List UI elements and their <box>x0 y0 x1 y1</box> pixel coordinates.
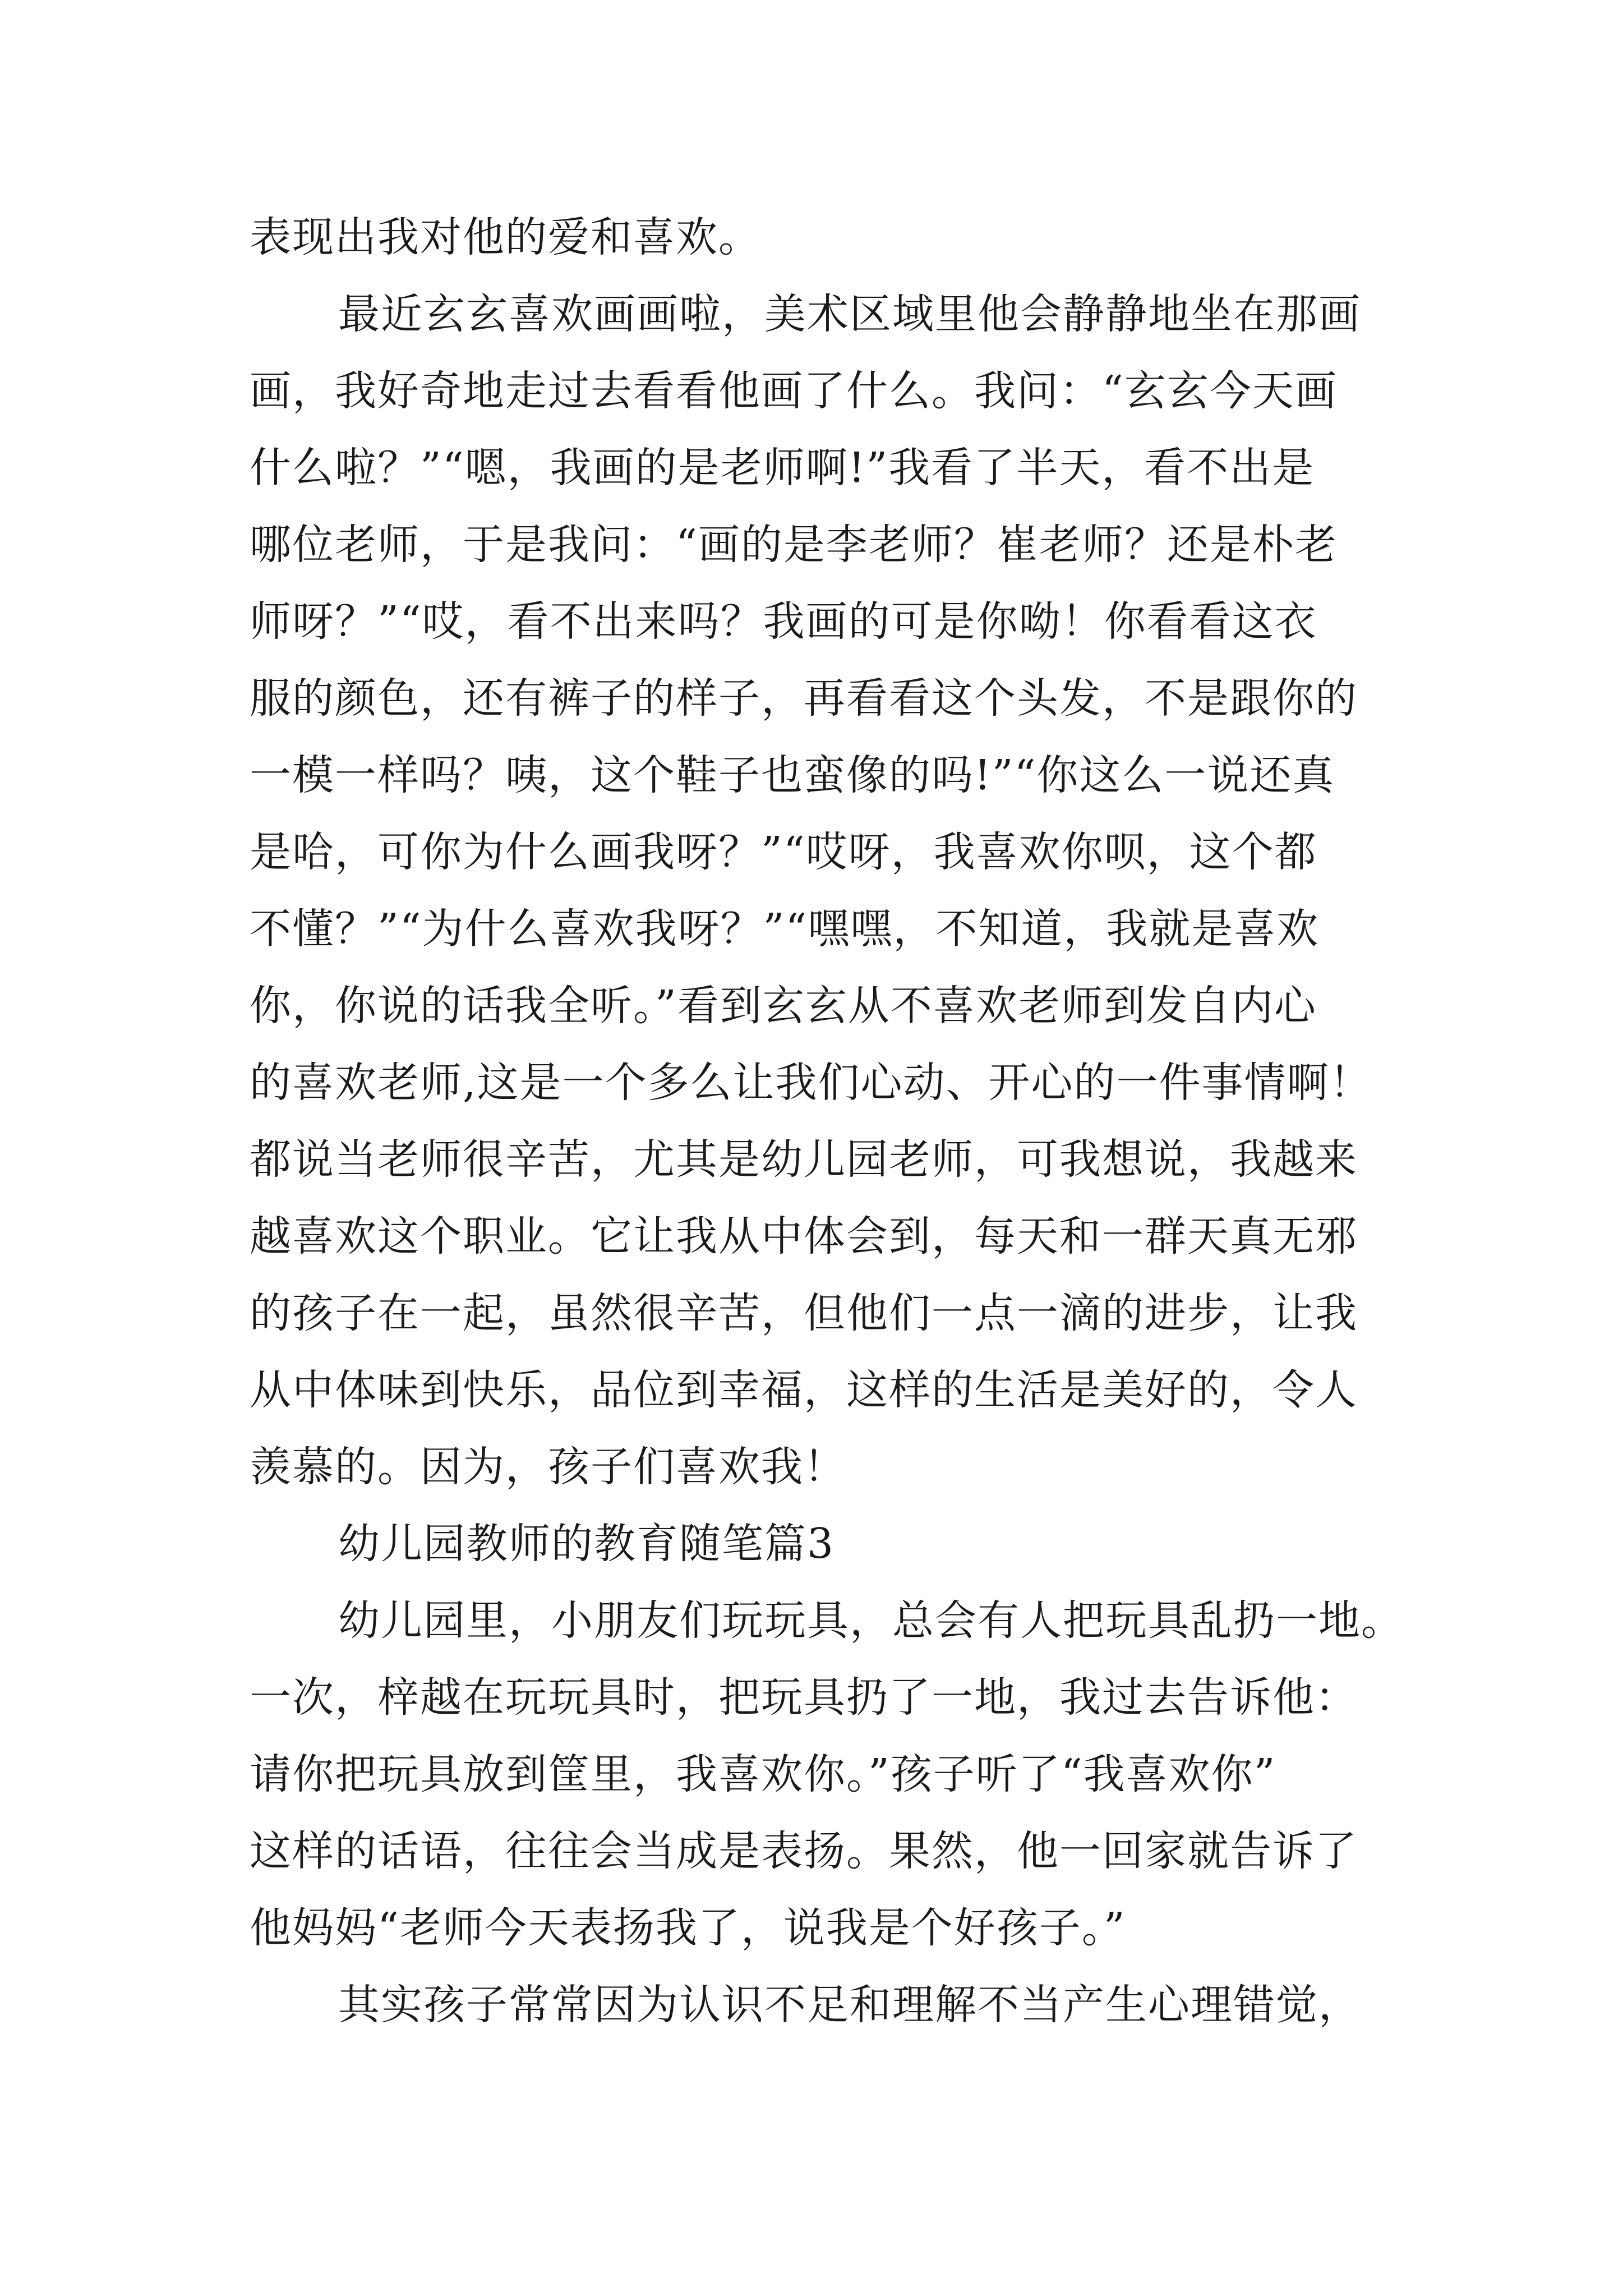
paragraph-start-line: 幼儿园里，小朋友们玩玩具，总会有人把玩具乱扔一地。 <box>338 1596 1404 1645</box>
text-line: 的喜欢老师,这是一个多么让我们心动、开心的一件事情啊！ <box>250 1059 1372 1107</box>
text-line: 表现出我对他的爱和喜欢。 <box>250 213 761 261</box>
text-line: 什么啦？”“嗯，我画的是老师啊!”我看了半天，看不出是 <box>250 444 1315 492</box>
paragraph-start-line: 最近玄玄喜欢画画啦，美术区域里他会静静地坐在那画 <box>338 290 1361 338</box>
text-line: 请你把玩具放到筐里，我喜欢你。”孩子听了“我喜欢你” <box>250 1750 1276 1798</box>
text-line: 一模一样吗？咦，这个鞋子也蛮像的吗!”“你这么一说还真 <box>250 751 1335 799</box>
section-heading: 幼儿园教师的教育随笔篇3 <box>338 1520 835 1568</box>
text-line: 他妈妈“老师今天表扬我了，说我是个好孩子。” <box>250 1904 1126 1952</box>
text-line: 都说当老师很辛苦，尤其是幼儿园老师，可我想说，我越来 <box>250 1135 1358 1184</box>
text-line: 从中体味到快乐，品位到幸福，这样的生活是美好的，令人 <box>250 1366 1358 1414</box>
text-line: 越喜欢这个职业。它让我从中体会到，每天和一群天真无邪 <box>250 1212 1358 1260</box>
text-line: 羡慕的。因为，孩子们喜欢我！ <box>250 1443 846 1491</box>
paragraph-start-line: 其实孩子常常因为认识不足和理解不当产生心理错觉， <box>338 1981 1361 2029</box>
text-line: 一次，梓越在玩玩具时，把玩具扔了一地，我过去告诉他： <box>250 1673 1358 1722</box>
document-body <box>250 199 1404 2044</box>
text-line: 师呀？”“哎，看不出来吗？我画的可是你呦！你看看这衣 <box>250 597 1317 646</box>
text-line: 哪位老师，于是我问：“画的是李老师？崔老师？还是朴老 <box>250 521 1338 569</box>
text-line: 服的颜色，还有裤子的样子，再看看这个头发，不是跟你的 <box>250 674 1358 723</box>
text-line: 不懂？”“为什么喜欢我呀？”“嘿嘿，不知道，我就是喜欢 <box>250 905 1320 953</box>
text-line: 画，我好奇地走过去看看他画了什么。我问：“玄玄今天画 <box>250 367 1338 415</box>
text-line: 你，你说的话我全听。”看到玄玄从不喜欢老师到发自内心 <box>250 982 1317 1030</box>
text-line: 的孩子在一起，虽然很辛苦，但他们一点一滴的进步，让我 <box>250 1289 1358 1337</box>
text-line: 是哈，可你为什么画我呀？”“哎呀，我喜欢你呗，这个都 <box>250 828 1317 876</box>
text-line: 这样的话语，往往会当成是表扬。果然，他一回家就告诉了 <box>250 1827 1358 1875</box>
